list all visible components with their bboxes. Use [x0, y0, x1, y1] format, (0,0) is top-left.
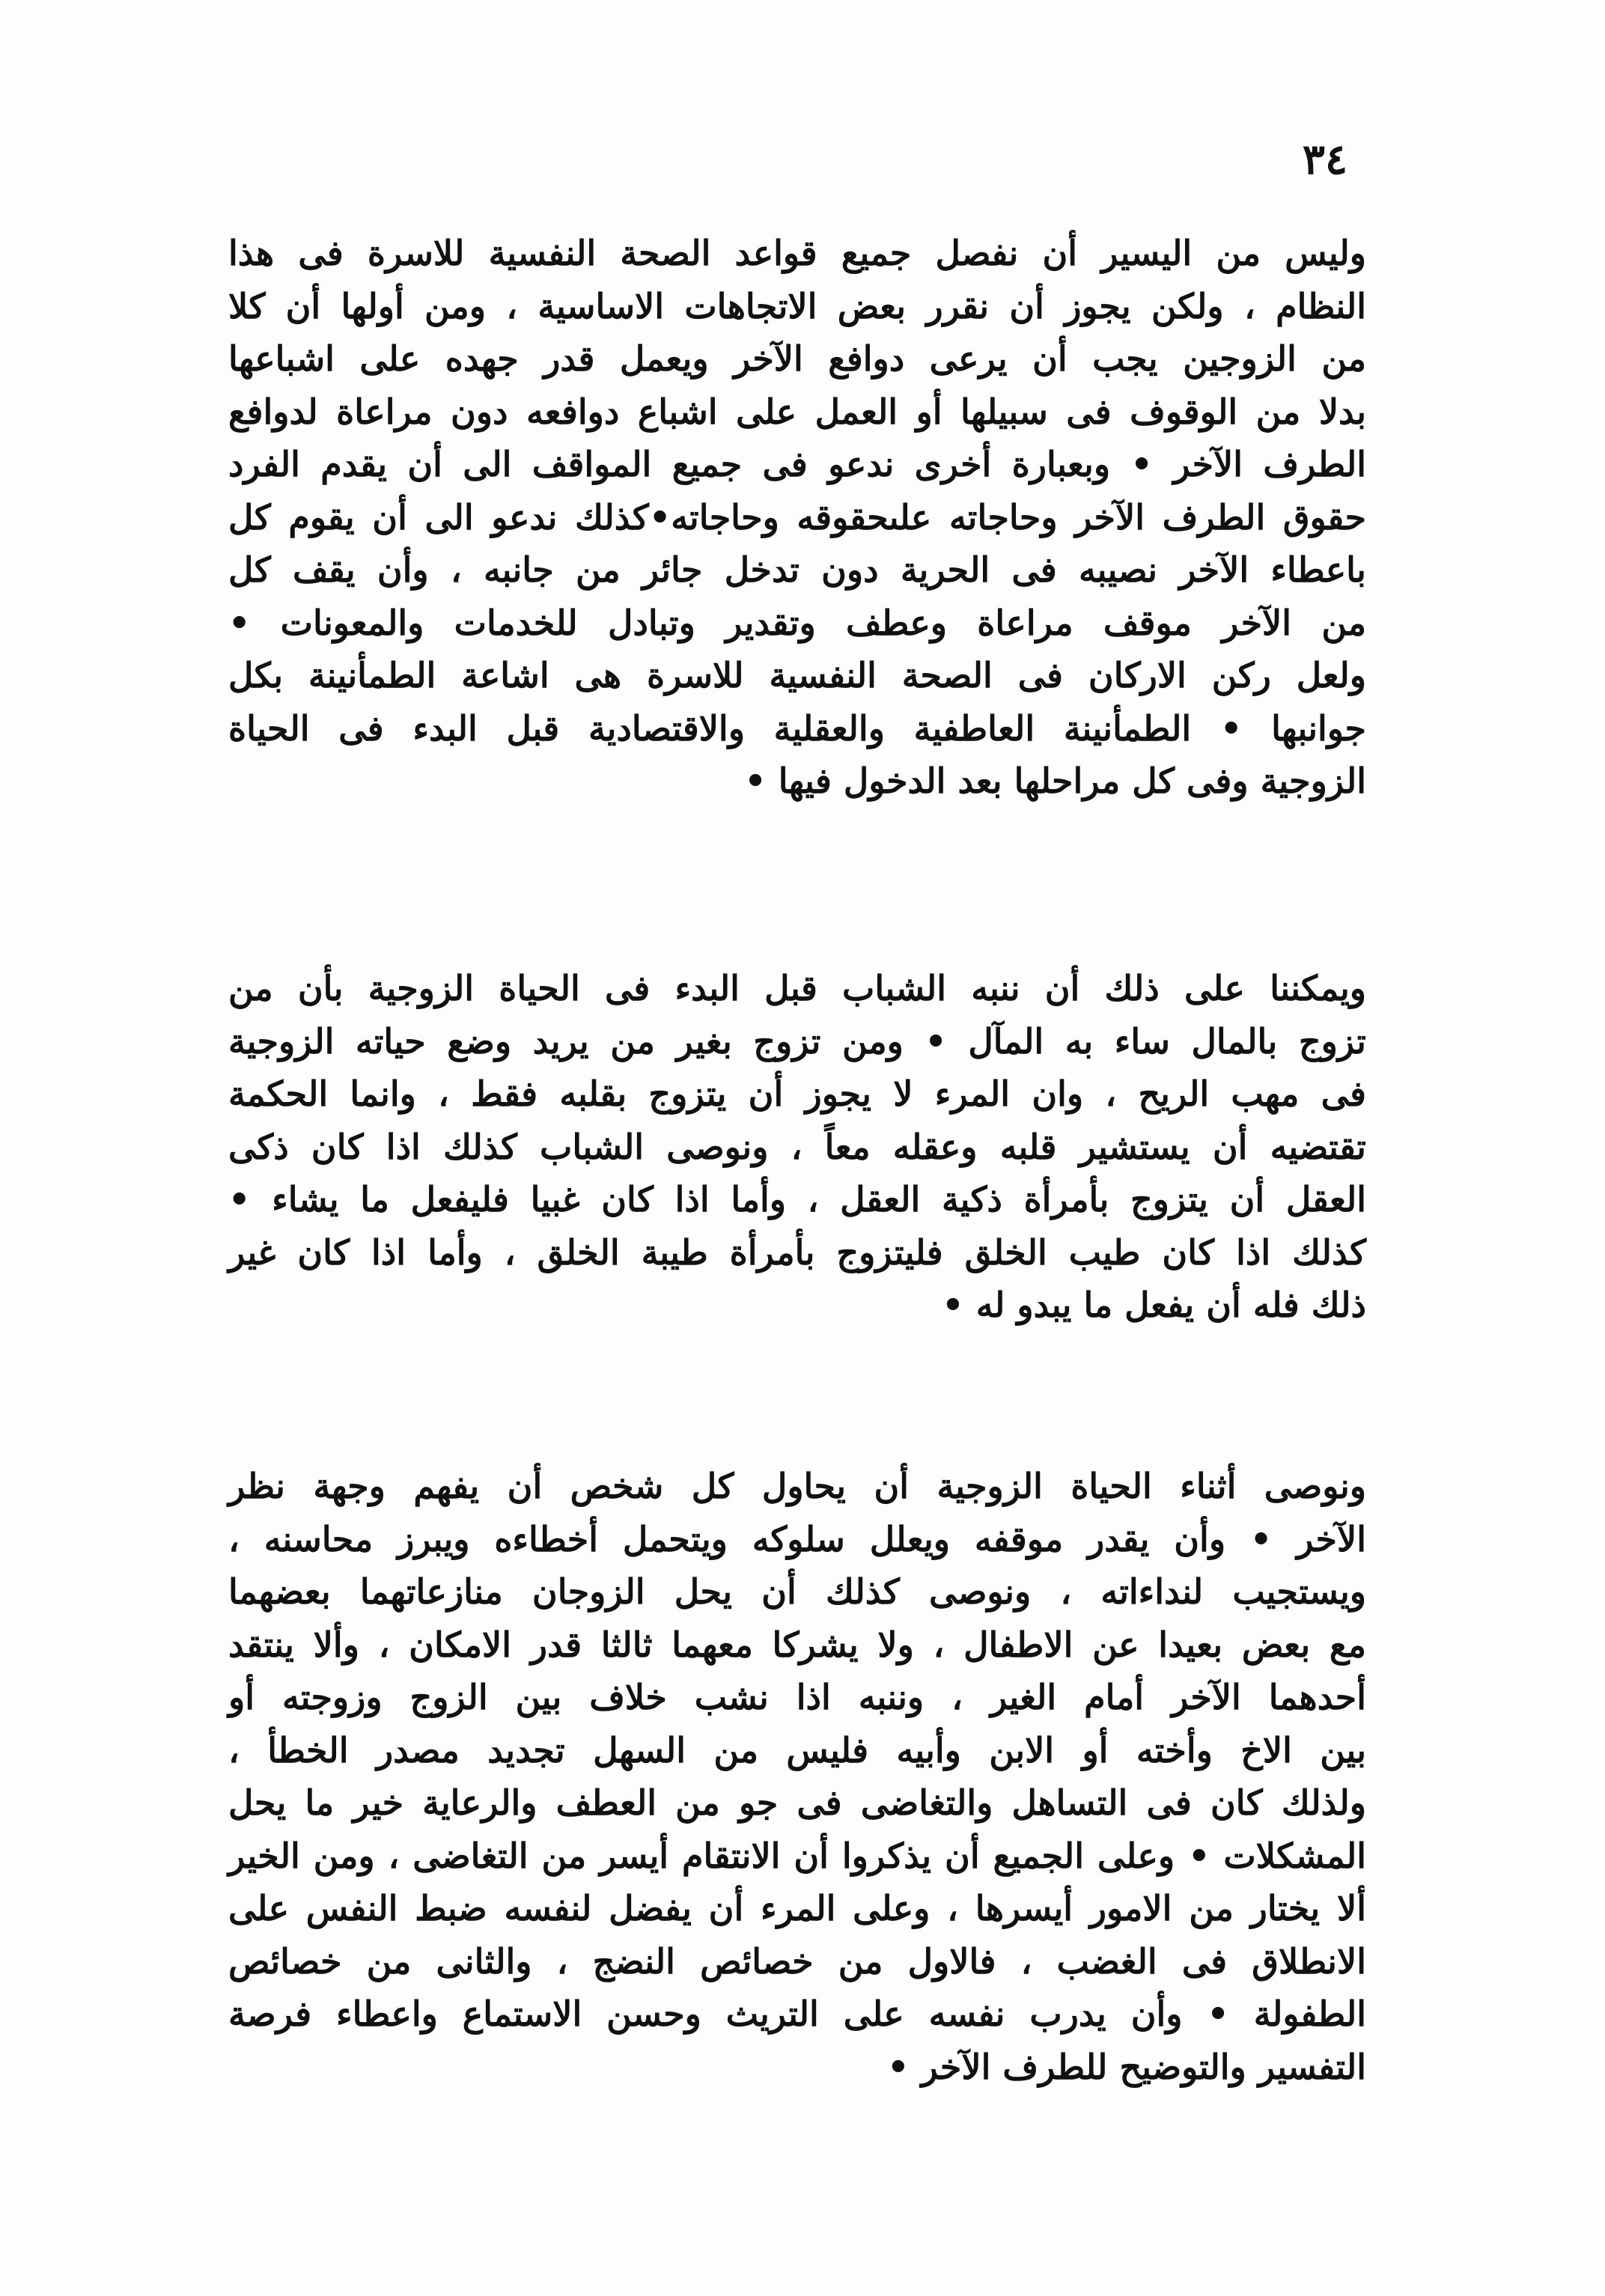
text-line: الطفولة • وأن يدرب نفسه على التريث وحسن الاستماع واعطاء فرصة [228, 1994, 1366, 2034]
text-line: من الزوجين يجب أن يرعى دوافع الآخر ويعمل قدر جهده على اشباعها [228, 338, 1366, 379]
paragraph-2 [228, 962, 1366, 1332]
text-line: بين الاخ وأخته أو الابن وأبيه فليس من السهل تجديد مصدر الخطأ ، [228, 1729, 1366, 1770]
text-line: ونوصى أثناء الحياة الزوجية أن يحاول كل شخص أن يفهم وجهة نظر [228, 1466, 1366, 1506]
text-line: باعطاء الآخر نصيبه فى الحرية دون تدخل جائر من جانبه ، وأن يقف كل [228, 549, 1366, 590]
text-line: الطرف الآخر • وبعبارة أخرى ندعو فى جميع المواقف الى أن يقدم الفرد [228, 444, 1366, 484]
text-line: ويستجيب لنداءاته ، ونوصى كذلك أن يحل الزوجان منازعاتهما بعضهما [228, 1571, 1366, 1612]
text-line: حقوق الطرف الآخر وحاجاته علىحقوقه وحاجاته•كذلك ندعو الى أن يقوم كل [228, 496, 1367, 538]
text-line: ألا يختار من الامور أيسرها ، وعلى المرء أن يفضل لنفسه ضبط النفس على [228, 1888, 1366, 1928]
text-line: كذلك اذا كان طيب الخلق فليتزوج بأمرأة طيبة الخلق ، وأما اذا كان غير [228, 1231, 1366, 1273]
text-line: التفسير والتوضيح للطرف الآخر • [887, 2046, 1366, 2087]
text-line: تقتضيه أن يستشير قلبه وعقله معاً ، ونوصى الشباب كذلك اذا كان ذكى [228, 1126, 1366, 1167]
text-line: مع بعض بعيدا عن الاطفال ، ولا يشركا معهما ثالثا قدر الامكان ، وألا ينتقد [228, 1624, 1366, 1665]
text-line: العقل أن يتزوج بأمرأة ذكية العقل ، وأما اذا كان غبيا فليفعل ما يشاء • [228, 1179, 1366, 1219]
text-line: وليس من اليسير أن نفصل جميع قواعد الصحة النفسية للاسرة فى هذا [228, 233, 1366, 273]
text-line: جوانبها • الطمأنينة العاطفية والعقلية والاقتصادية قبل البدء فى الحياة [228, 707, 1366, 749]
text-line: النظام ، ولكن يجوز أن نقرر بعض الاتجاهات الاساسية ، ومن أولها أن كلا [228, 285, 1366, 326]
page-number: ٣٤ [1302, 135, 1348, 184]
text-line: من الآخر موقف مراعاة وعطف وتقدير وتبادل للخدمات والمعونات • [228, 602, 1366, 643]
text-line: ذلك فله أن يفعل ما يبدو له • [942, 1285, 1366, 1325]
text-line: فى مهب الريح ، وان المرء لا يجوز أن يتزوج بقلبه فقط ، وانما الحكمة [228, 1074, 1366, 1114]
paragraph-3 [228, 1460, 1366, 2093]
text-line: أحدهما الآخر أمام الغير ، وننبه اذا نشب خلاف بين الزوج وزوجته أو [228, 1677, 1366, 1717]
text-line: المشكلات • وعلى الجميع أن يذكروا أن الانتقام أيسر من التغاضى ، ومن الخير [228, 1835, 1366, 1876]
text-line: ويمكننا على ذلك أن ننبه الشباب قبل البدء فى الحياة الزوجية بأن من [228, 968, 1366, 1008]
text-line: بدلا من الوقوف فى سبيلها أو العمل على اشباع دوافعه دون مراعاة لدوافع [228, 391, 1366, 432]
text-line: ولعل ركن الاركان فى الصحة النفسية للاسرة هى اشاعة الطمأنينة بكل [228, 655, 1366, 695]
text-line: ولذلك كان فى التساهل والتغاضى فى جو من العطف والرعاية خير ما يحل [228, 1782, 1366, 1823]
paragraph-1 [228, 227, 1366, 808]
text-line: تزوج بالمال ساء به المآل • ومن تزوج بغير من يريد وضع حياته الزوجية [228, 1020, 1366, 1062]
text-line: الآخر • وأن يقدر موقفه ويعلل سلوكه ويتحمل أخطاءه ويبرز محاسنه ، [228, 1518, 1366, 1559]
text-line: الزوجية وفى كل مراحلها بعد الدخول فيها • [744, 761, 1366, 801]
text-line: الانطلاق فى الغضب ، فالاول من خصائص النضج ، والثانى من خصائص [228, 1940, 1366, 1982]
